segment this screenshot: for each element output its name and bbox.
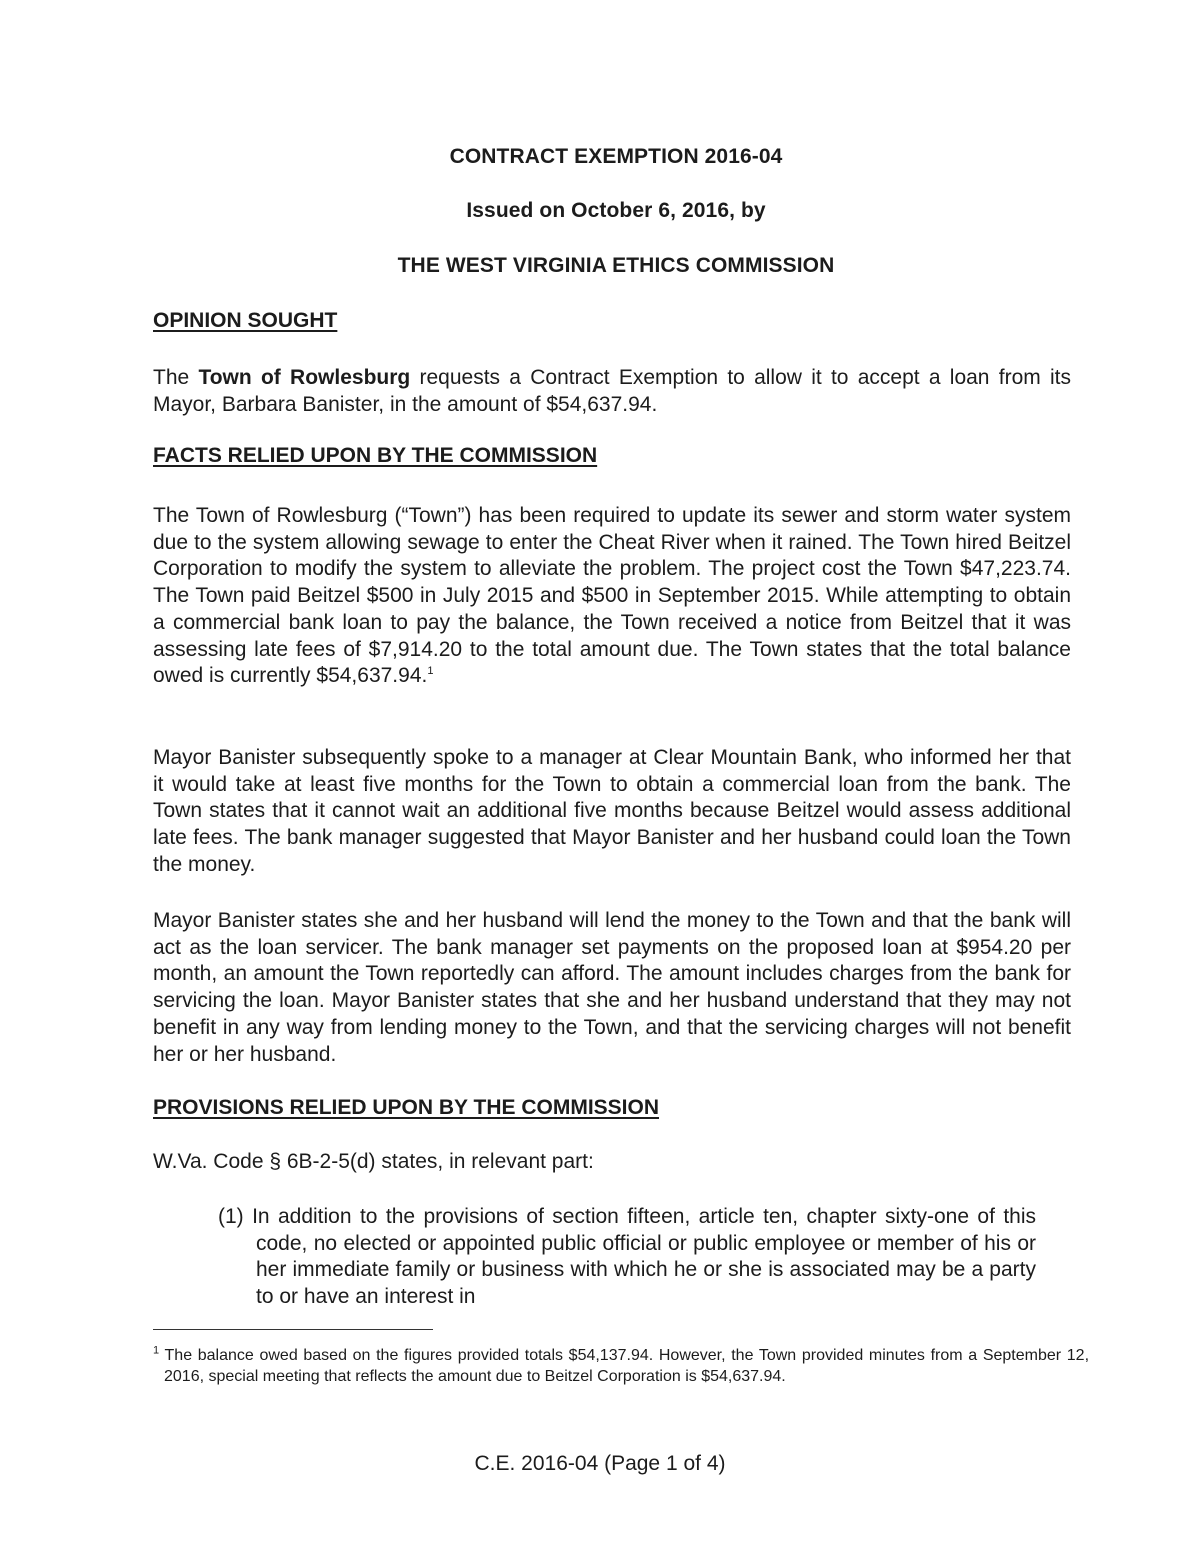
issued-line: Issued on October 6, 2016, by <box>466 199 766 222</box>
provisions-intro: W.Va. Code § 6B-2-5(d) states, in relevant part: <box>153 1150 594 1173</box>
heading-facts: FACTS RELIED UPON BY THE COMMISSION <box>153 444 598 467</box>
footnote <box>148 1346 1089 1387</box>
code-quote-paragraph: (1) In addition to the provisions of section fifteen, article ten, chapter sixty-one of this code, no elected or appointed public official or public employee or member of his or her immediate family or business with which he or she is associated may be a party to or have an interest in <box>218 1205 1036 1308</box>
facts-paragraph-2: Mayor Banister subsequently spoke to a manager at Clear Mountain Bank, who informed her that it would take at least five months for the Town to obtain a commercial loan from the bank. The Town states that it cannot wait an additional five months because Beitzel would assess additional late fees. The bank manager suggested that Mayor Banister and her husband could loan the Town the money. <box>153 746 1071 876</box>
facts-paragraph-3: Mayor Banister states she and her husband will lend the money to the Town and that the bank will act as the loan servicer. The bank manager set payments on the proposed loan at $954.20 per month, an amount the Town reportedly can afford. The amount includes charges from the bank for servicing the loan. Mayor Banister states that she and her husband understand that they may not benefit in any way from lending money to the Town, and that the servicing charges will not benefit her or her husband. <box>153 909 1071 1066</box>
footnote-marker: 1 <box>153 1344 160 1357</box>
opinion-rest-text: requests a Contract Exemption to allow it to accept a loan from its Mayor, Barbara Banister, in the amount of $54,637.94. <box>153 366 1071 416</box>
facts-paragraph-1-text: The Town of Rowlesburg (“Town”) has been required to update its sewer and storm water system due to the system allowing sewage to enter the Cheat River when it rained. The Town hired Beitzel Corporation to modify the system to alleviate the problem. The project cost the Town $47,223.74. The Town paid Beitzel $500 in July 2015 and $500 in September 2015. While attempting to obtain a commercial bank loan to pay the balance, the Town received a notice from Beitzel that it was assessing late fees of $7,914.20 to the total amount due. The Town states that the total balance owed is currently $54,637.94. <box>153 504 1071 688</box>
footnote-reference: 1 <box>427 665 434 678</box>
issuer-name: THE WEST VIRGINIA ETHICS COMMISSION <box>397 254 835 277</box>
opinion-sought-paragraph <box>153 365 1071 418</box>
footnote-divider <box>153 1329 433 1330</box>
facts-paragraph-1 <box>153 503 1071 690</box>
heading-opinion-sought: OPINION SOUGHT <box>153 309 338 332</box>
document-title: CONTRACT EXEMPTION 2016-04 <box>449 145 783 168</box>
opinion-lead-text: The <box>153 366 199 389</box>
heading-provisions: PROVISIONS RELIED UPON BY THE COMMISSION <box>153 1096 660 1119</box>
footnote-text: The balance owed based on the figures provided totals $54,137.94. However, the Town provided minutes from a September 12, 2016, special meeting that reflects the amount due to Beitzel Corporation is $54,637.94. <box>164 1347 1090 1385</box>
town-name-bold: Town of Rowlesburg <box>198 366 411 389</box>
page-number-footer: C.E. 2016-04 (Page 1 of 4) <box>474 1452 726 1475</box>
